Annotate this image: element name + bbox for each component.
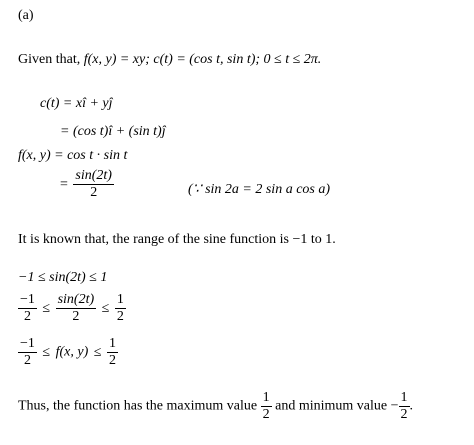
given-prefix: Given that,: [18, 52, 81, 67]
left-fraction: [18, 336, 37, 369]
left-denominator: 2: [23, 353, 31, 368]
min-value-fraction: [399, 390, 410, 423]
fraction-numerator: sin(2t): [75, 168, 112, 183]
left-fraction: [18, 292, 37, 325]
curve-definition: c(t) = xî + yĵ: [40, 96, 113, 111]
right-fraction: [107, 336, 118, 369]
fraction-denominator: 2: [90, 185, 98, 200]
sin2t-over-2-fraction: [73, 168, 114, 201]
curve-substitution: = (cos t)î + (sin t)ĵ: [60, 124, 166, 139]
conclusion-text-min: and minimum value: [275, 398, 388, 414]
equals-sign: =: [60, 176, 68, 192]
inequality-halved: [18, 292, 126, 325]
relation-leq: ≤: [101, 300, 110, 316]
middle-denominator: 2: [72, 309, 80, 324]
right-fraction: [115, 292, 126, 325]
max-numerator: 1: [262, 390, 270, 405]
inequality-function: [18, 336, 118, 369]
given-statement: [18, 52, 321, 68]
right-denominator: 2: [108, 353, 116, 368]
min-sign: −: [390, 398, 399, 414]
max-denominator: 2: [262, 407, 270, 422]
left-denominator: 2: [23, 309, 31, 324]
right-numerator: 1: [116, 292, 124, 307]
middle-numerator: sin(2t): [57, 292, 95, 307]
min-denominator: 2: [400, 407, 408, 422]
left-numerator: −1: [20, 292, 35, 307]
relation-leq: ≤: [42, 300, 51, 316]
left-numerator: −1: [20, 336, 35, 351]
relation-leq: ≤: [42, 344, 51, 360]
max-value-fraction: [261, 390, 272, 423]
right-numerator: 1: [108, 336, 116, 351]
function-simplified: [58, 168, 114, 201]
given-expression: f(x, y) = xy; c(t) = (cos t, sin t); 0 ≤ t ≤ 2π.: [83, 52, 322, 67]
conclusion-statement: [18, 390, 413, 423]
inequality-sine: −1 ≤ sin(2t) ≤ 1: [18, 270, 108, 285]
function-value: f(x, y): [55, 344, 89, 360]
period: .: [409, 398, 414, 414]
min-numerator: 1: [400, 390, 408, 405]
right-denominator: 2: [116, 309, 124, 324]
function-substitution: f(x, y) = cos t · sin t: [18, 148, 128, 163]
middle-fraction: [56, 292, 97, 325]
relation-leq: ≤: [93, 344, 102, 360]
conclusion-text-max: Thus, the function has the maximum value: [18, 398, 258, 414]
part-label: (a): [18, 8, 34, 23]
double-angle-identity: (∵ sin 2a = 2 sin a cos a): [188, 182, 331, 197]
range-sentence: It is known that, the range of the sine function is −1 to 1.: [18, 232, 336, 247]
